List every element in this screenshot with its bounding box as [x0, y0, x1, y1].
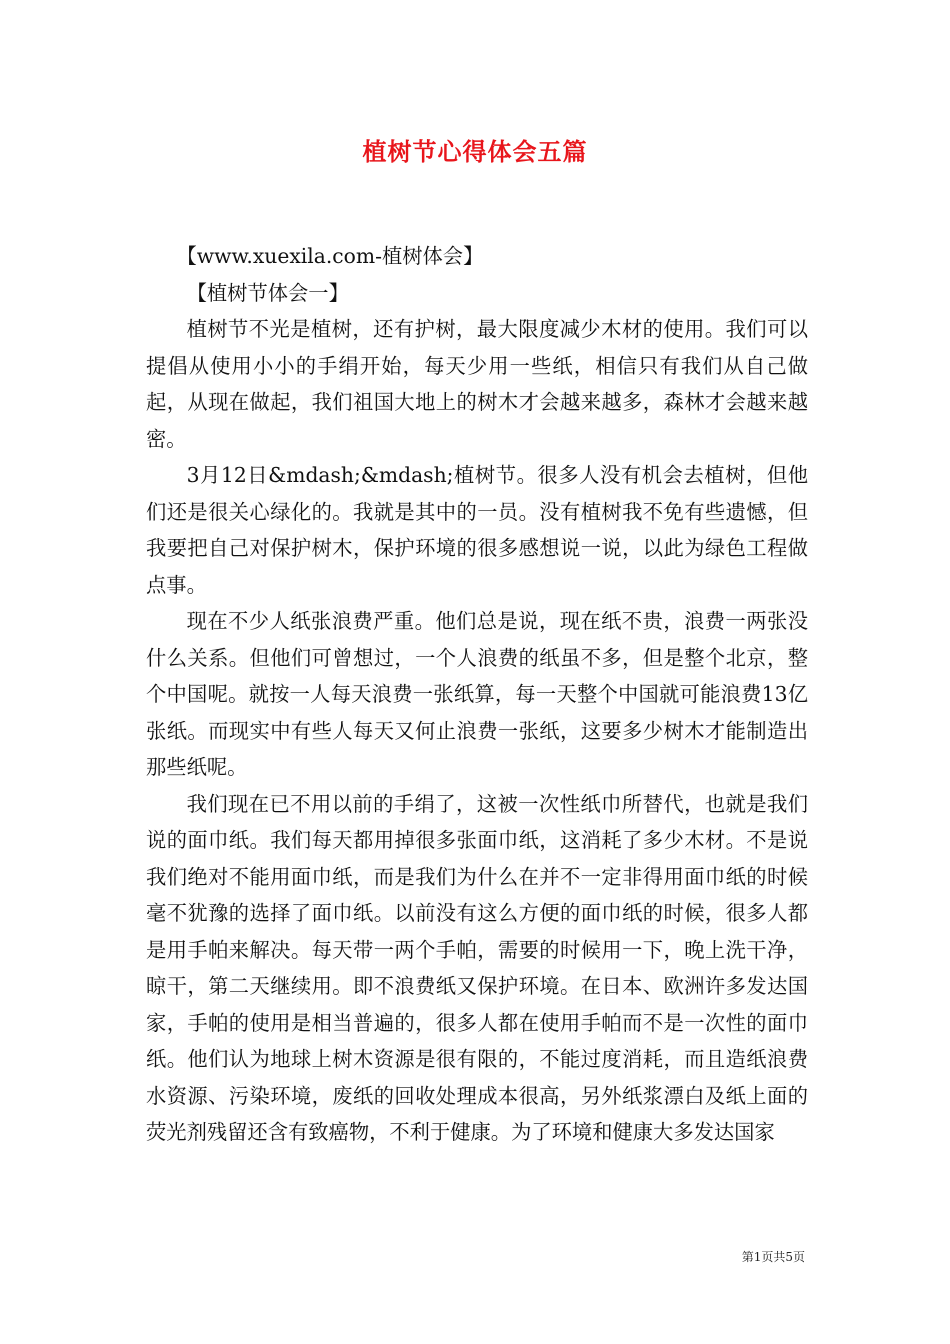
section-heading: 【植树节体会一】: [186, 280, 349, 305]
paragraph: 3月12日&mdash;&mdash;植树节。很多人没有机会去植树，但他们还是很关心绿化的。我就是其中的一员。没有植树我不免有些遗憾，但我要把自己对保护树木，保护环境的很多感想说一说，以此为绿色工程做点事。: [146, 463, 808, 597]
document-body: [146, 238, 808, 1151]
document-title: 植树节心得体会五篇: [362, 137, 588, 166]
paragraph: 植树节不光是植树，还有护树，最大限度减少木材的使用。我们可以提倡从使用小小的手绢开始，每天少用一些纸，相信只有我们从自己做起，从现在做起，我们祖国大地上的树木才会越来越多，森林才会越来越密。: [146, 317, 808, 451]
paragraph: 我们现在已不用以前的手绢了，这被一次性纸巾所替代，也就是我们说的面巾纸。我们每天都用掉很多张面巾纸，这消耗了多少木材。不是说我们绝对不能用面巾纸，而是我们为什么在并不一定非得用面巾纸的时候毫不犹豫的选择了面巾纸。以前没有这么方便的面巾纸的时候，很多人都是用手帕来解决。每天带一两个手帕，需要的时候用一下，晚上洗干净，晾干，第二天继续用。即不浪费纸又保护环境。在日本、欧洲许多发达国家，手帕的使用是相当普遍的，很多人都在使用手帕而不是一次性的面巾纸。他们认为地球上树木资源是很有限的，不能过度消耗，而且造纸浪费水资源、污染环境，废纸的回收处理成本很高，另外纸浆漂白及纸上面的荧光剂残留还含有致癌物，不利于健康。为了环境和健康大多发达国家: [146, 791, 808, 1144]
paragraph: 现在不少人纸张浪费严重。他们总是说，现在纸不贵，浪费一两张没什么关系。但他们可曾想过，一个人浪费的纸虽不多，但是整个北京，整个中国呢。就按一人每天浪费一张纸算，每一天整个中国就可能浪费13亿张纸。而现实中有些人每天又何止浪费一张纸，这要多少树木才能制造出那些纸呢。: [146, 609, 808, 779]
page-number: 第1页共5页: [741, 1250, 805, 1264]
source-line: 【www.xuexila.com-植树体会】: [176, 244, 484, 268]
